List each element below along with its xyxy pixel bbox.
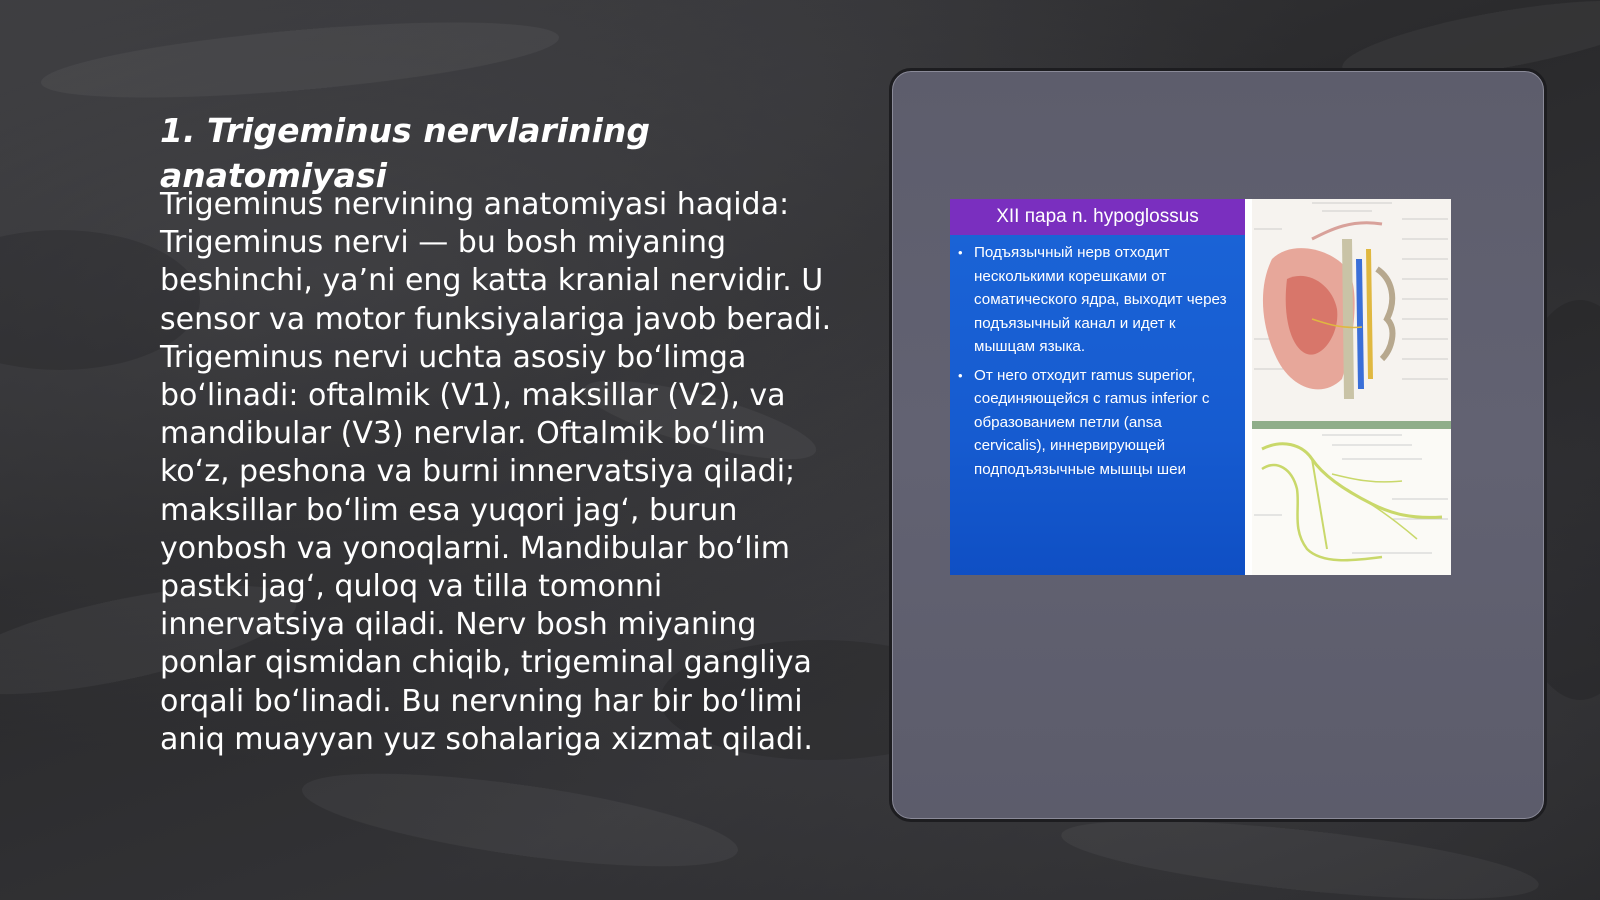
embedded-bullet-text: От него отходит ramus superior, соединяющейся с ramus inferior с образованием петли (ansa cervicalis), иннервирующей подподъязычные мышцы шеи <box>974 366 1210 478</box>
embedded-slide-image <box>950 199 1451 575</box>
embedded-bullet-list <box>958 241 1235 481</box>
illustration-divider <box>1252 421 1451 429</box>
embedded-slide-header: XII пара n. hypoglossus <box>950 199 1245 235</box>
embedded-bullet-item <box>958 241 1235 359</box>
anatomy-illustration-head <box>1252 199 1451 421</box>
bullet-icon: • <box>958 367 963 383</box>
slide-body-text: Trigeminus nervining anatomiyasi haqida: Trigeminus nervi — bu bosh miyaning beshinchi, ya’ni eng katta kranial nervidir. U sensor va motor funksiyalariga javob beradi. Trigeminus nervi uchta asosiy bo‘limga bo‘linadi: oftalmik (V1), maksillar (V2), va mandibular (V3) nervlar. Oftalmik bo‘lim ko‘z, peshona va burni innervatsiya qiladi; maksillar bo‘lim esa yuqori jag‘, burun yonbosh va yonoqlarni. Mandibular bo‘lim pastki jag‘, quloq va tilla tomonni innervatsiya qiladi. Nerv bosh miyaning ponlar qismidan chiqib, trigeminal gangliya orqali bo‘linadi. Bu nervning har bir bo‘limi aniq muayyan yuz sohalariga xizmat qiladi. <box>160 187 832 757</box>
embedded-bullet-item <box>958 364 1235 482</box>
embedded-bullet-text: Подъязычный нерв отходит несколькими корешками от соматического ядра, выходит через подъязычный канал и идет к мышцам языка. <box>974 244 1227 355</box>
embedded-slide-text-panel <box>950 235 1245 575</box>
anatomy-illustration-nerves <box>1252 429 1451 575</box>
bullet-icon: • <box>958 245 963 260</box>
slide-title: 1. Trigeminus nervlarining anatomiyasi <box>160 111 651 195</box>
